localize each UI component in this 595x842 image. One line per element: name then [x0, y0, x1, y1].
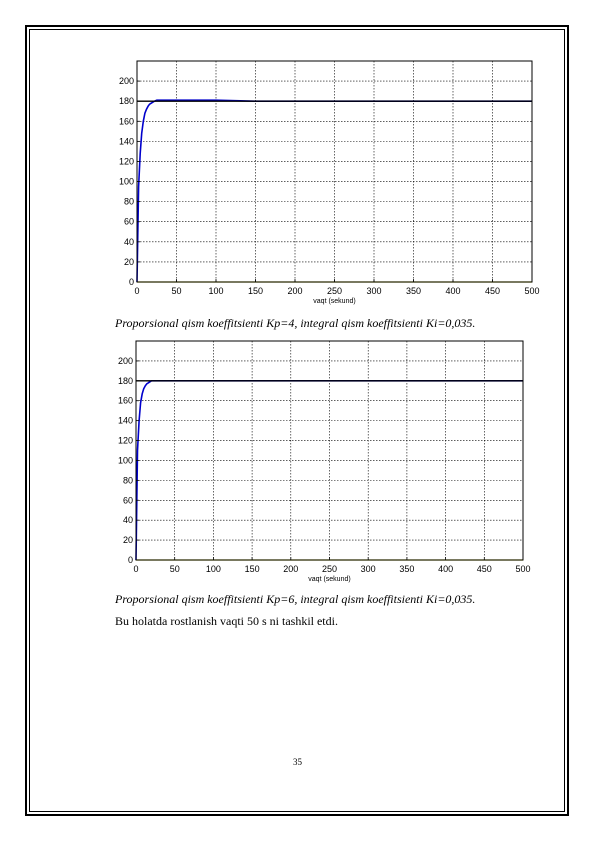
chart-2-ytick-label: 20 — [122, 535, 133, 546]
chart-2-ytick-label: 0 — [127, 555, 133, 565]
chart-1-ytick-label: 140 — [118, 136, 134, 147]
chart-1-xtick-label: 0 — [134, 286, 140, 296]
chart-1-xaxis-label: vaqt (sekund) — [313, 298, 356, 305]
chart-2-ytick-label: 180 — [117, 375, 133, 386]
chart-1-xtick-label: 50 — [171, 286, 182, 296]
chart-1-xtick-label: 250 — [326, 286, 343, 296]
chart-caption-2: Proporsional qism koeffitsienti Kp=6, integral qism koeffitsienti Ki=0,035. — [115, 592, 476, 606]
chart-caption-1: Proporsional qism koeffitsienti Kp=4, integral qism koeffitsienti Ki=0,035. — [115, 316, 476, 330]
chart-2-ytick-label: 140 — [117, 415, 133, 426]
chart-1-xtick-label: 200 — [287, 286, 303, 296]
chart-2-xaxis-label: vaqt (sekund) — [308, 576, 351, 583]
chart-1-ytick-label: 0 — [128, 277, 134, 287]
chart-1-xtick-label: 150 — [247, 286, 264, 296]
chart-2-xtick-label: 200 — [283, 564, 299, 574]
chart-2-ytick-label: 120 — [117, 435, 133, 446]
chart-2-xtick-label: 0 — [133, 564, 139, 574]
chart-1-xtick-label: 400 — [445, 286, 461, 296]
chart-2-xtick-label: 400 — [438, 564, 454, 574]
chart-2-xtick-label: 250 — [321, 564, 338, 574]
chart-2-xtick-label: 100 — [205, 564, 221, 574]
chart-1-xtick-label: 300 — [366, 286, 382, 296]
chart-1-ytick-label: 200 — [118, 76, 134, 87]
chart-2-ytick-label: 100 — [117, 455, 133, 466]
chart-1-ytick-label: 160 — [118, 116, 134, 127]
chart-1-xtick-label: 450 — [484, 286, 501, 296]
body-paragraph: Bu holatda rostlanish vaqti 50 s ni tashkil etdi. — [115, 614, 338, 628]
chart-2-xtick-label: 350 — [399, 564, 415, 574]
chart-2-xtick-label: 500 — [515, 564, 531, 574]
chart-2-xtick-label: 300 — [360, 564, 376, 574]
chart-1-ytick-label: 40 — [123, 236, 134, 247]
chart-2-ytick-label: 80 — [122, 475, 133, 486]
chart-2-ytick-label: 40 — [122, 515, 133, 526]
chart-2-xtick-label: 450 — [476, 564, 492, 574]
chart-1-ytick-label: 20 — [123, 256, 134, 267]
chart-2-ytick-label: 200 — [117, 355, 133, 366]
chart-1-xtick-label: 350 — [405, 286, 422, 296]
chart-1-ytick-label: 100 — [118, 176, 134, 187]
chart-2-ytick-label: 160 — [117, 395, 133, 406]
chart-1-xtick-label: 500 — [524, 286, 540, 296]
chart-2-xtick-label: 150 — [244, 564, 260, 574]
chart-1-ytick-label: 80 — [123, 196, 134, 207]
chart-1-ytick-label: 60 — [123, 216, 134, 227]
chart-1-xtick-label: 100 — [208, 286, 224, 296]
chart-1-ytick-label: 120 — [118, 156, 134, 167]
chart-2-xtick-label: 50 — [169, 564, 180, 574]
page-number: 35 — [293, 757, 302, 767]
chart-1-ytick-label: 180 — [118, 96, 134, 107]
chart-2-ytick-label: 60 — [122, 495, 133, 506]
